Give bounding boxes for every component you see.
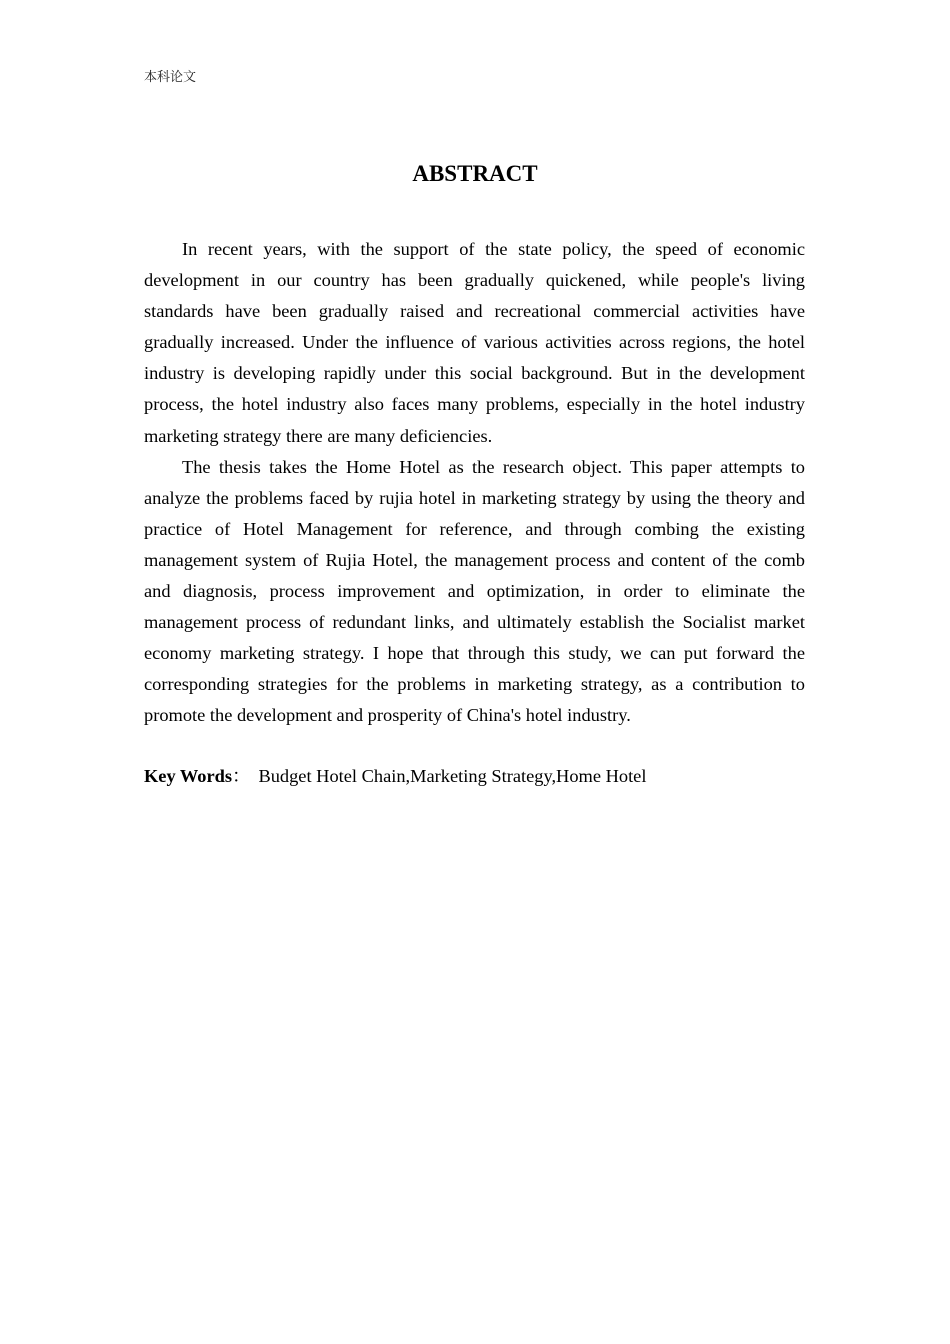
keywords-value: Budget Hotel Chain,Marketing Strategy,Home Hotel [258,766,647,786]
keywords-line [144,761,806,792]
keywords-label: Key Words [144,766,233,786]
keywords-separator: ： [232,766,251,786]
abstract-body [144,234,805,732]
abstract-paragraph-1: In recent years, with the support of the state policy, the speed of economic development in our country has been gradually quickened, while people's living standards have been gradually raised and recreational commercial activities have gradually increased. Under the influence of various activities across regions, the hotel industry is developing rapidly under this social background. But in the development process, the hotel industry also faces many problems, especially in the hotel industry marketing strategy there are many deficiencies. [144,239,805,446]
abstract-title: ABSTRACT [412,161,538,186]
abstract-paragraph-2: The thesis takes the Home Hotel as the research object. This paper attempts to analyze the problems faced by rujia hotel in marketing strategy by using the theory and practice of Hotel Management for reference, and through combing the existing management system of Rujia Hotel, the management process and content of the comb and diagnosis, process improvement and optimization, in order to eliminate the management process of redundant links, and ultimately establish the Socialist market economy marketing strategy. I hope that through this study, we can put forward the corresponding strategies for the problems in marketing strategy, as a contribution to promote the development and prosperity of China's hotel industry. [144,456,805,726]
running-header: 本科论文 [144,70,197,85]
